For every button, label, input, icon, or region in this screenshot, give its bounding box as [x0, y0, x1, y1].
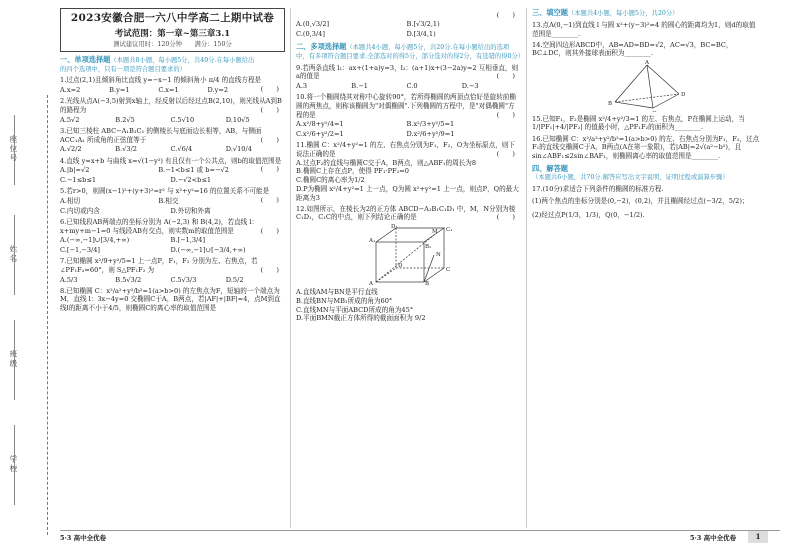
- answer-paren: ( ): [260, 106, 279, 115]
- option-b: B.5√3/2: [115, 275, 142, 284]
- label-m: M: [431, 229, 438, 236]
- label-d1: D₁: [390, 224, 398, 231]
- question-text: 12.如图所示，在棱长为2的正方体 ABCD−A₁B₁C₁D₁ 中，M，N分别为棱C₁D₁，C₁C的中点，则下列结论正确的是: [296, 204, 516, 222]
- name-label: 姓名: [8, 245, 18, 264]
- question-text: 15.已知F₁，F₂是椭圆 x²/4+y²/3=1 的左、右焦点，P在椭圆上运动，当 1/|PF₁|+4/|PF₂| 的值最小时，△PF₁F₂的面积为________.: [532, 114, 745, 132]
- label-d: D: [397, 263, 402, 270]
- section-note: （本题共4小题，每小题5分，共20分）: [567, 10, 679, 17]
- question-3: [60, 127, 285, 154]
- option-d: D.外切和外离: [170, 206, 211, 215]
- option-c: C.x=1: [158, 86, 179, 95]
- question-1: [60, 76, 285, 94]
- answer-paren: ( ): [496, 10, 515, 19]
- option-a: A.相切: [60, 196, 81, 205]
- school-line: [14, 425, 15, 505]
- option-b: B.[−1,3/4]: [170, 236, 206, 245]
- option-d: D.−3: [461, 82, 479, 91]
- question-13: [532, 21, 762, 38]
- footer-brand-left: 5·3 高中全优卷: [60, 534, 107, 542]
- option-a: A.x=2: [60, 86, 81, 95]
- option-d: D.P为椭圆 x²/4+y²=1 上一点，Q为圆 x²+y²=1 上一点，则点P，Q的最大距离为3: [296, 184, 519, 202]
- answer-paren: ( ): [260, 265, 279, 274]
- option-b: B.−1<b≤1 或 b=−√2: [158, 166, 229, 175]
- seat-label: 座位号: [8, 135, 18, 164]
- column-right: [532, 8, 762, 219]
- footer-rule: [60, 530, 780, 531]
- section-single-choice: [60, 55, 285, 74]
- option-c: C.(0,3/4]: [296, 29, 325, 38]
- question-text: 9.若两条直线 l₁：ax+(1+a)y=3，l₂：(a+1)x+(3−2a)y=2 互相垂直，则a的值是: [296, 63, 519, 81]
- label-a: A: [368, 281, 373, 287]
- option-b: B.直线BN与MB₁所成的角为60°: [296, 296, 393, 305]
- option-d: D.10√5: [225, 115, 250, 124]
- question-15: [532, 115, 762, 132]
- section-multi-choice: [296, 41, 525, 62]
- question-text: 5.若r>0，则圆(x−1)²+(y+3)²=r² 与 x²+y²=16 的位置关系不可能是: [60, 187, 270, 196]
- question-14: [532, 41, 762, 112]
- question-10: [296, 93, 521, 139]
- cube-front-face: [376, 242, 424, 282]
- option-c: C.[−1,−3/4]: [60, 245, 101, 254]
- label-a1: A₁: [368, 238, 375, 245]
- option-d: D.y=2: [207, 86, 229, 95]
- question-6: [60, 218, 285, 255]
- question-text: 4.直线 y=x+b 与曲线 x=√(1−y²) 有且仅有一个公共点，则b的取值范围是: [60, 156, 282, 165]
- question-text: 10.将一个椭圆绕其对称中心旋转90°，若所得椭圆的两顶点恰好是旋转前椭圆的两焦点，则称该椭圆为"对偶椭圆".下列椭圆的方程中，是"对偶椭圆"方程的是: [296, 93, 516, 119]
- cube-figure: [364, 224, 454, 286]
- option-a: A.x²/8+y²/4=1: [296, 120, 344, 129]
- edge-cd: [653, 94, 679, 108]
- class-label: 班级: [8, 350, 18, 369]
- class-line: [14, 320, 15, 400]
- column-divider: [290, 8, 291, 528]
- option-b: B.2√5: [115, 115, 135, 124]
- option-c: C.5√10: [170, 115, 195, 124]
- column-left: [60, 8, 285, 313]
- question-text: 2.光线从点A(−3,5)射到x轴上，经反射以后经过点B(2,10)，则光线从A到B的路程为: [60, 97, 282, 115]
- option-a: A.过点F₂的直线与椭圆C交于A，B两点，则△ABF₁的周长为8: [296, 158, 477, 167]
- option-c: C.x²/6+y²/2=1: [296, 130, 344, 139]
- footer-brand-right: 5·3 高中全优卷: [690, 534, 737, 542]
- section-note: （本题共4小题，每小题5分，共20分.在每小题给出的选项中，有多项符合题目要求.全部选对的得5分，部分选对的得2分，有选错的得0分）: [296, 43, 525, 60]
- option-a: A.3: [296, 82, 308, 91]
- option-a: A.(−∞,−1]∪[3/4,+∞): [60, 236, 130, 245]
- option-d: D.平面BMN截正方体所得的截面面积为 9/2: [296, 314, 426, 323]
- section-heading: 一、单项选择题: [60, 55, 111, 65]
- label-b: B: [608, 101, 613, 108]
- option-b: B.椭圆C上存在点P，使得 PF₁·PF₂=0: [296, 167, 409, 176]
- question-12: [296, 205, 521, 323]
- option-c: C.内切或内含: [60, 206, 100, 215]
- question-8-cont: [296, 11, 521, 39]
- option-c: C.5√3/3: [170, 275, 197, 284]
- section-fill-blank: [532, 8, 762, 18]
- edge-bd: [615, 94, 679, 102]
- seat-line: [14, 115, 15, 185]
- option-a: A.√2/2: [60, 145, 82, 154]
- section-heading: 三、填空题: [532, 8, 568, 17]
- section-answer: [532, 164, 762, 183]
- question-text: 17.(10分)求适合下列条件的椭圆的标准方程.: [532, 185, 664, 194]
- question-part-2: (2)经过点P(1/3，1/3)，Q(0，−1/2).: [532, 210, 645, 219]
- edge-ab: [615, 65, 647, 102]
- edge-bc: [615, 102, 653, 108]
- option-d: D.−√2<b≤1: [170, 176, 212, 184]
- option-b: B.√3/2: [115, 145, 138, 154]
- answer-paren: ( ): [260, 85, 279, 94]
- question-11: [296, 141, 521, 202]
- option-b: B.−1: [351, 82, 368, 91]
- answer-paren: ( ): [260, 195, 279, 204]
- option-d: D.5/2: [225, 275, 244, 284]
- option-a: A.(0,√3/2]: [296, 20, 330, 29]
- question-part-1: (1)两个焦点的坐标分别是(0,−2)，(0,2)，并且椭圆经过点(−3/2，5/2)；: [532, 196, 749, 205]
- label-n: N: [435, 252, 441, 259]
- answer-paren: ( ): [260, 226, 279, 235]
- segment-bn: [424, 255, 434, 282]
- answer-paren: ( ): [496, 110, 515, 119]
- section-note: （本题共8小题，每小题5分，共40分.在每小题给出: [110, 57, 255, 65]
- option-c: C.√6/4: [170, 145, 193, 154]
- option-c: C.椭圆C的离心率为1/2: [296, 176, 365, 185]
- edge-ad: [647, 65, 679, 94]
- section-note: 的四个选项中，只有一项是符合题目要求的）: [60, 65, 186, 73]
- option-c: C.−1≤b≤1: [60, 176, 97, 184]
- question-text: 8.已知椭圆 C：x²/a²+y²/b²=1(a>b>0) 的左焦点为F，短轴的一个端点为M，直线 l：3x−4y=0 交椭圆C于A，B两点，若|AF|+|BF|=4，点M到直线l的距离不小于4/5，则椭圆C的离心率的取值范围是: [60, 286, 281, 313]
- binding-margin: [0, 95, 56, 535]
- answer-paren: ( ): [496, 213, 515, 222]
- name-line: [14, 215, 15, 295]
- answer-paren: ( ): [496, 150, 515, 159]
- exam-title: 2023安徽合肥一六八中学高二上期中试卷: [70, 12, 275, 24]
- edge-ac: [647, 65, 653, 108]
- option-a: A.5/3: [60, 275, 78, 284]
- question-text: 14.空间四边形ABCD中，AB=AD=BD=√2，AC=√3，BC=BC，BC⊥DC，则其外接球表面积为________.: [532, 40, 733, 58]
- page-number: 1: [748, 531, 768, 543]
- option-d: D.x²/6+y²/9=1: [406, 130, 455, 139]
- option-d: D.[3/4,1): [406, 29, 436, 38]
- label-d: D: [681, 92, 686, 99]
- question-4: [60, 157, 285, 185]
- option-b: B.x²/3+y²/5=1: [406, 120, 455, 129]
- option-d: D.√10/4: [225, 145, 252, 154]
- tetrahedron-figure: [607, 60, 687, 112]
- cut-line: [47, 95, 48, 535]
- question-5: [60, 187, 285, 215]
- question-text: 13.点A(0,−1)到直线 l 与圆 x²+(y−3)²=4 的圆心的距离均为1，则d的取值范围是________.: [532, 20, 756, 38]
- question-text: 1.过点(2,1)且倾斜角比直线 y=−x−1 的倾斜角小 π/4 的直线方程是: [60, 76, 262, 85]
- option-c: C.0: [406, 82, 418, 91]
- option-a: A.5√2: [60, 115, 80, 124]
- answer-paren: ( ): [260, 135, 279, 144]
- option-b: B.y=1: [109, 86, 130, 95]
- answer-paren: ( ): [496, 72, 515, 81]
- option-b: B.[√3/2,1): [406, 20, 440, 29]
- label-a: A: [645, 60, 649, 67]
- section-heading: 二、多项选择题: [296, 41, 347, 51]
- label-b1: B₁: [424, 244, 431, 251]
- question-text: 6.已知线段AB两端点的坐标分别为 A(−2,3) 和 B(4,2)，若直线 l：x+my+m−1=0 与线段AB有交点，则实数m的取值范围是: [60, 217, 259, 235]
- question-2: [60, 97, 285, 124]
- exam-range: 考试范围：第一章~第三章3.1: [114, 28, 231, 39]
- column-middle: [296, 8, 525, 323]
- option-c: C.直线MN与平面ABCD所成的角为45°: [296, 305, 414, 314]
- label-c: [652, 111, 656, 112]
- title-box: [60, 8, 285, 52]
- question-text: 11.椭圆 C：x²/4+y²=1 的左、右焦点分别为F₁，F₂，O为坐标原点，则下说法正确的是: [296, 141, 516, 159]
- label-b: B: [424, 281, 429, 287]
- question-text: 3.已知三棱柱 ABC−A₁B₁C₁ 的侧棱长与底面边长相等，AB，与侧面 ACC₁A₁ 所成角的正弦值等于: [60, 126, 262, 144]
- school-label: 学校: [8, 455, 18, 474]
- question-text: 16.已知椭圆 C：x²/a²+y²/b²=1(a>b>0) 的左、右焦点分别为F₁，F₂，过点F₁的直线交椭圆C于A，B两点(A在第一象限)，若|AB|=2√(a²−b²)，且 sin∠ABF₁≤2sin∠BAF₁，则椭圆离心率的取值范围是________.: [532, 134, 760, 160]
- question-text: 7.已知椭圆 x²/9+y²/5=1 上一点P，F₁，F₂ 分别为左、右焦点，若∠PF₁F₂=60°，则 S△PF₁F₂ 为: [60, 257, 258, 274]
- option-b: B.相交: [158, 196, 179, 205]
- question-17: [532, 185, 762, 219]
- section-note: （本题共6小题，共70分.解答应写出文字说明、证明过程或演算步骤）: [532, 174, 729, 182]
- column-divider: [526, 8, 527, 528]
- label-c1: C₁: [445, 227, 452, 234]
- exam-time: 测试建议用时：120分钟 满分：150分: [113, 41, 232, 49]
- option-a: A.|b|=√2: [60, 166, 90, 175]
- answer-paren: ( ): [260, 165, 279, 174]
- option-a: A.直线AM与BN是平行直线: [296, 288, 378, 297]
- question-9: [296, 64, 521, 91]
- option-d: D.(−∞,−1]∪[−3/4,+∞): [170, 245, 246, 254]
- section-heading: 四、解答题: [532, 163, 568, 173]
- label-c: C: [445, 267, 450, 274]
- question-16: [532, 135, 762, 161]
- question-8: [60, 287, 285, 313]
- question-7: [60, 257, 285, 284]
